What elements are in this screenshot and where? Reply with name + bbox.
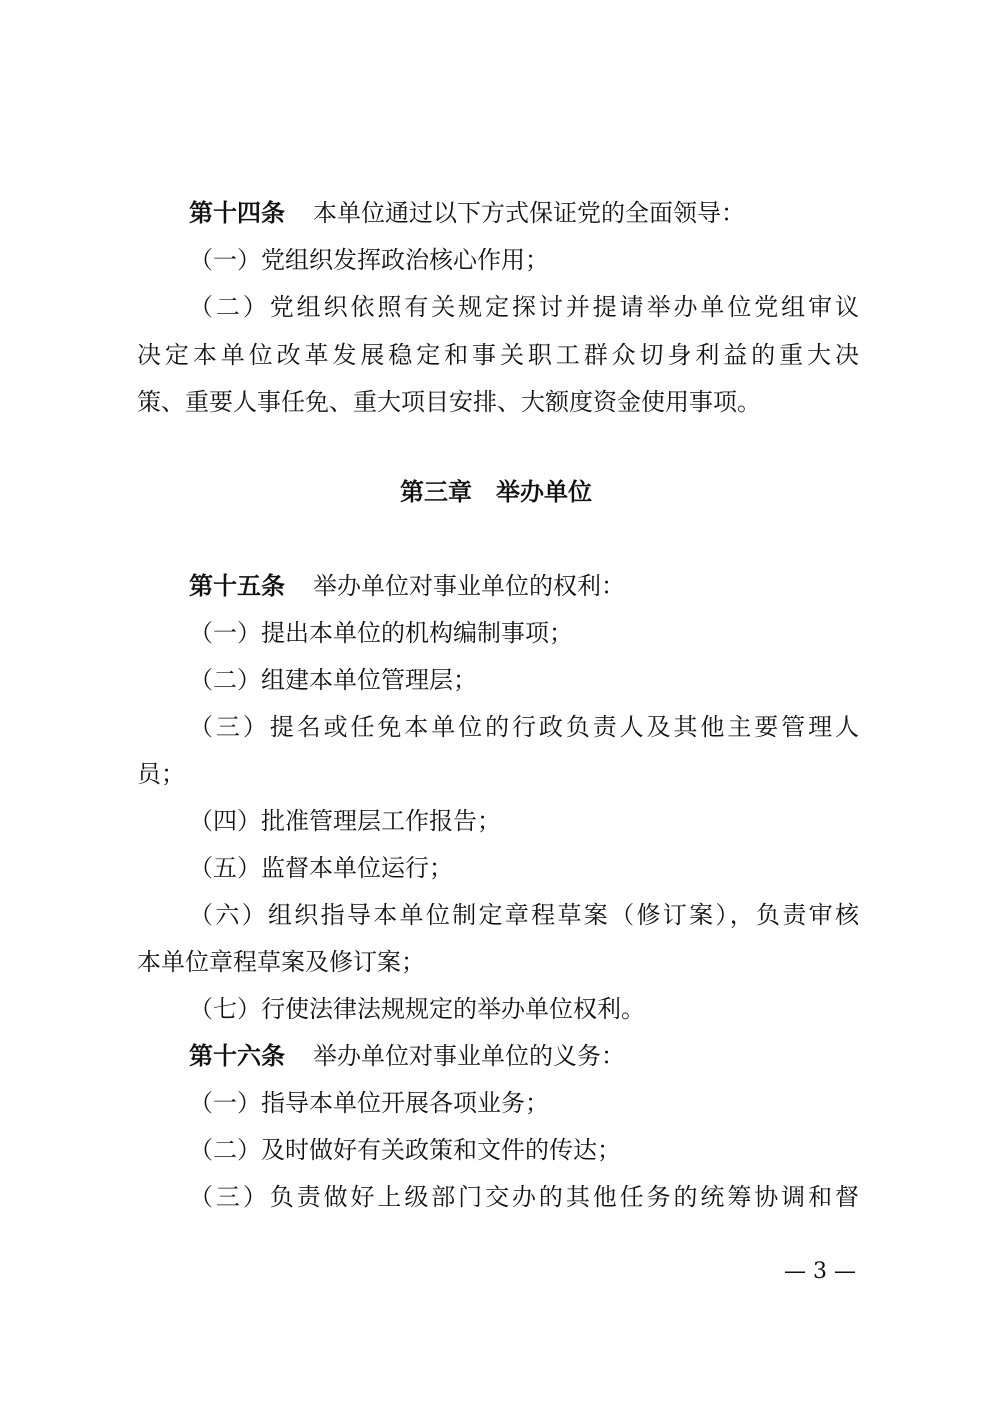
article-15-item-4: （四）批准管理层工作报告； xyxy=(189,807,501,835)
article-16-heading: 第十六条 xyxy=(189,1042,285,1070)
article-14-item-2-line-2: 决定本单位改革发展稳定和事关职工群众切身利益的重大决 xyxy=(137,341,859,369)
article-16-item-1: （一）指导本单位开展各项业务； xyxy=(189,1089,549,1117)
article-15-heading: 第十五条 xyxy=(189,572,285,600)
article-14-intro xyxy=(189,193,745,233)
article-14-item-1: （一）党组织发挥政治核心作用； xyxy=(189,246,549,274)
page-number: — 3 — xyxy=(784,1259,856,1284)
article-16-intro xyxy=(189,1036,625,1076)
article-16-item-3-line-1: （三）负责做好上级部门交办的其他任务的统筹协调和督 xyxy=(189,1183,859,1211)
chapter-title: 第三章 举办单位 xyxy=(400,478,592,506)
article-15-item-3-line-1: （三）提名或任免本单位的行政负责人及其他主要管理人 xyxy=(189,713,859,741)
article-15-item-6-line-1: （六）组织指导本单位制定章程草案（修订案），负责审核 xyxy=(189,901,859,929)
article-14-item-2-line-3: 策、重要人事任免、重大项目安排、大额度资金使用事项。 xyxy=(137,388,761,416)
article-15-item-2: （二）组建本单位管理层； xyxy=(189,666,477,694)
article-14-item-2-line-1: （二）党组织依照有关规定探讨并提请举办单位党组审议 xyxy=(189,293,859,321)
article-15-item-5: （五）监督本单位运行； xyxy=(189,854,453,882)
article-15-item-1: （一）提出本单位的机构编制事项； xyxy=(189,619,573,647)
article-15-intro xyxy=(189,566,625,606)
article-15-item-7: （七）行使法律法规规定的举办单位权利。 xyxy=(189,995,645,1023)
article-15-text: 举办单位对事业单位的权利： xyxy=(313,572,625,600)
article-14-text: 本单位通过以下方式保证党的全面领导： xyxy=(313,199,745,227)
article-16-text: 举办单位对事业单位的义务： xyxy=(313,1042,625,1070)
article-15-item-3-line-2: 员； xyxy=(137,760,185,788)
article-14-heading: 第十四条 xyxy=(189,199,285,227)
article-15-item-6-line-2: 本单位章程草案及修订案； xyxy=(137,948,425,976)
article-16-item-2: （二）及时做好有关政策和文件的传达； xyxy=(189,1136,621,1164)
